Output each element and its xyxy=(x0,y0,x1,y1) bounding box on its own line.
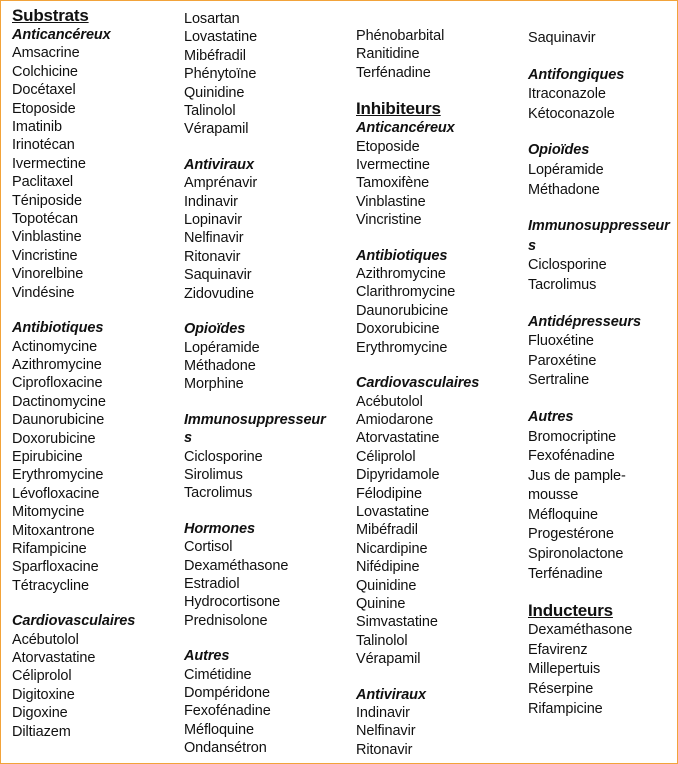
list-item: Phénobarbital xyxy=(356,28,445,44)
list-item: Ritonavir xyxy=(184,248,241,265)
list-item: Rifampicine xyxy=(12,540,87,557)
list-item: Azithromycine xyxy=(12,356,102,373)
list-item: Jus de pample- xyxy=(528,467,626,484)
list-item: Kétoconazole xyxy=(528,105,615,122)
list-item: Ciprofloxacine xyxy=(12,375,103,392)
list-item: Morphine xyxy=(184,376,244,393)
spacer xyxy=(184,394,326,411)
list-item: Mitomycine xyxy=(12,504,85,521)
list-item: Atorvastatine xyxy=(12,650,96,666)
list-item: Amsacrine xyxy=(12,45,80,62)
list-item: Céliprolol xyxy=(12,668,72,685)
list-item: Lopinavir xyxy=(184,212,242,229)
list-item: Tacrolimus xyxy=(528,276,597,293)
column-1 xyxy=(12,6,135,741)
list-item: Irinotécan xyxy=(12,137,75,154)
list-item: Sirolimus xyxy=(184,466,243,483)
list-item: Ivermectine xyxy=(356,157,430,174)
list-item: Zidovudine xyxy=(184,285,254,302)
list-item: Doxorubicine xyxy=(12,430,96,447)
list-item: Téniposide xyxy=(12,192,82,209)
list-item: Méfloquine xyxy=(184,721,254,738)
list-item: Saquinavir xyxy=(184,267,252,284)
list-item: Estradiol xyxy=(184,575,240,592)
list-item: Vérapamil xyxy=(184,121,249,138)
list-item: Lopéramide xyxy=(528,161,604,178)
category-antidepresseurs: Antidépresseurs xyxy=(528,313,641,330)
list-item: Vinorelbine xyxy=(12,266,84,283)
category-cardiovasculaires: Cardiovasculaires xyxy=(12,613,136,630)
spacer xyxy=(356,669,479,686)
list-item: Nicardipine xyxy=(356,540,428,557)
list-item: Diltiazem xyxy=(12,723,71,740)
list-item: Terfénadine xyxy=(528,565,603,582)
list-item: mousse xyxy=(528,487,579,504)
list-item: Dompéridone xyxy=(184,685,270,701)
list-item: Spironolactone xyxy=(528,546,624,563)
list-item: Vindésine xyxy=(12,284,75,301)
spacer xyxy=(528,584,670,601)
list-item: Ciclosporine xyxy=(184,448,263,465)
list-item: Acébutolol xyxy=(12,631,79,648)
category-cardiovasculaires: Cardiovasculaires xyxy=(356,375,480,392)
list-item: Efavirenz xyxy=(528,641,588,658)
list-item: Tacrolimus xyxy=(184,485,253,502)
list-item: Erythromycine xyxy=(12,467,104,484)
list-item: Phénytoïne xyxy=(184,66,257,83)
list-item: Progestérone xyxy=(528,526,614,543)
list-item: Saquinavir xyxy=(528,30,596,46)
category-immunosuppresseurs: Immunosuppresseur xyxy=(528,218,670,235)
list-item: Mibéfradil xyxy=(356,522,418,539)
list-item: Atorvastatine xyxy=(356,430,440,447)
column-3 xyxy=(356,27,479,759)
list-item: Paclitaxel xyxy=(12,174,74,191)
spacer xyxy=(184,303,326,320)
list-item: Hydrocortisone xyxy=(184,594,281,611)
spacer xyxy=(184,630,326,647)
list-item: Méfloquine xyxy=(528,506,598,523)
list-item: Actinomycine xyxy=(12,338,98,355)
category-anticancereux: Anticancéreux xyxy=(356,120,455,137)
list-item: Dactinomycine xyxy=(12,393,106,410)
spacer xyxy=(528,49,670,66)
spacer xyxy=(528,391,670,408)
list-item: Epirubicine xyxy=(12,448,83,465)
list-item: Cortisol xyxy=(184,539,233,556)
spacer xyxy=(184,503,326,520)
list-item: Lovastatine xyxy=(184,29,258,46)
spacer xyxy=(184,139,326,156)
list-item: Daunorubicine xyxy=(12,412,105,429)
list-item: Etoposide xyxy=(356,138,420,155)
list-item: Indinavir xyxy=(184,193,238,210)
list-item: Ivermectine xyxy=(12,155,86,172)
list-item: Azithromycine xyxy=(356,266,446,283)
list-item: Dexaméthasone xyxy=(528,622,633,639)
list-item: Méthadone xyxy=(528,181,600,198)
list-item: Tétracycline xyxy=(12,577,89,594)
list-item: Rifampicine xyxy=(528,700,603,717)
list-item: Digitoxine xyxy=(12,686,75,703)
spacer xyxy=(356,230,479,247)
spacer xyxy=(356,357,479,374)
list-item: Indinavir xyxy=(356,705,410,721)
list-item: Topotécan xyxy=(12,211,79,228)
list-item: Ranitidine xyxy=(356,46,420,63)
list-item: Ritonavir xyxy=(356,741,413,758)
list-item: Mitoxantrone xyxy=(12,522,95,539)
list-item: Etoposide xyxy=(12,100,76,117)
list-item: Sertraline xyxy=(528,372,590,389)
list-item: Paroxétine xyxy=(528,352,597,369)
category-anticancereux: Anticancéreux xyxy=(12,27,111,43)
list-item: Nelfinavir xyxy=(184,230,244,247)
list-item: Digoxine xyxy=(12,705,68,722)
list-item: Félodipine xyxy=(356,485,422,502)
list-item: Terfénadine xyxy=(356,64,431,81)
list-item: Colchicine xyxy=(12,63,78,80)
list-item: Talinolol xyxy=(184,103,236,120)
category-antiviraux: Antiviraux xyxy=(356,686,426,703)
list-item: Fexofénadine xyxy=(184,703,271,720)
list-item: Talinolol xyxy=(356,632,408,649)
category-opioides: Opioïdes xyxy=(528,142,590,159)
category-autres: Autres xyxy=(528,408,574,425)
list-item: Acébutolol xyxy=(356,393,423,410)
list-item: Dexaméthasone xyxy=(184,557,289,574)
list-item: Vinblastine xyxy=(356,193,426,210)
category-antiviraux: Antiviraux xyxy=(184,156,254,173)
spacer xyxy=(12,302,135,319)
list-item: Amprénavir xyxy=(184,175,258,192)
list-item: Tamoxifène xyxy=(356,175,430,192)
list-item: Lovastatine xyxy=(356,503,430,520)
list-item: Doxorubicine xyxy=(356,321,440,338)
spacer xyxy=(12,595,135,612)
list-item: Vinblastine xyxy=(12,229,82,246)
category-immunosuppresseurs-cont: s xyxy=(184,430,192,447)
category-hormones: Hormones xyxy=(184,520,255,537)
list-item: Vincristine xyxy=(356,212,422,229)
list-item: Nelfinavir xyxy=(356,723,416,740)
list-item: Lopéramide xyxy=(184,339,260,356)
list-item: Dipyridamole xyxy=(356,467,440,484)
list-item: Losartan xyxy=(184,11,240,27)
list-item: Vérapamil xyxy=(356,651,421,668)
spacer xyxy=(528,296,670,313)
list-item: Cimétidine xyxy=(184,666,252,683)
category-autres: Autres xyxy=(184,648,230,665)
list-item: Méthadone xyxy=(184,357,256,374)
list-item: Itraconazole xyxy=(528,86,606,103)
list-item: Daunorubicine xyxy=(356,302,449,319)
list-item: Prednisolone xyxy=(184,612,268,629)
spacer xyxy=(528,200,670,217)
section-heading-inducteurs: Inducteurs xyxy=(528,601,613,621)
list-item: Quinidine xyxy=(184,84,245,101)
spacer xyxy=(528,124,670,141)
list-item: Amiodarone xyxy=(356,411,434,428)
list-item: Quinidine xyxy=(356,577,417,594)
list-item: Ondansétron xyxy=(184,740,267,757)
section-heading-substrats: Substrats xyxy=(12,6,89,25)
list-item: Millepertuis xyxy=(528,661,601,678)
list-item: Nifédipine xyxy=(356,559,420,576)
list-item: Docétaxel xyxy=(12,82,76,99)
list-item: Bromocriptine xyxy=(528,428,617,445)
list-item: Erythromycine xyxy=(356,339,448,356)
list-item: Fexofénadine xyxy=(528,448,615,465)
spacer xyxy=(356,82,479,99)
category-immunosuppresseurs: Immunosuppresseur xyxy=(184,411,326,428)
category-antibiotiques: Antibiotiques xyxy=(12,320,104,337)
category-immunosuppresseurs-cont: s xyxy=(528,237,536,254)
column-4 xyxy=(528,29,670,719)
list-item: Mibéfradil xyxy=(184,47,246,64)
category-antifongiques: Antifongiques xyxy=(528,66,625,83)
list-item: Vincristine xyxy=(12,247,78,264)
list-item: Simvastatine xyxy=(356,614,438,631)
list-item: Céliprolol xyxy=(356,448,416,465)
list-item: Ciclosporine xyxy=(528,257,607,274)
list-item: Fluoxétine xyxy=(528,333,594,350)
list-item: Lévofloxacine xyxy=(12,485,100,502)
column-2 xyxy=(184,10,326,758)
category-antibiotiques: Antibiotiques xyxy=(356,247,448,264)
category-opioides: Opioïdes xyxy=(184,321,246,338)
list-item: Clarithromycine xyxy=(356,284,456,301)
section-heading-inhibiteurs: Inhibiteurs xyxy=(356,99,441,119)
list-item: Imatinib xyxy=(12,119,62,136)
list-item: Quinine xyxy=(356,595,406,612)
list-item: Réserpine xyxy=(528,681,594,698)
list-item: Sparfloxacine xyxy=(12,559,99,576)
